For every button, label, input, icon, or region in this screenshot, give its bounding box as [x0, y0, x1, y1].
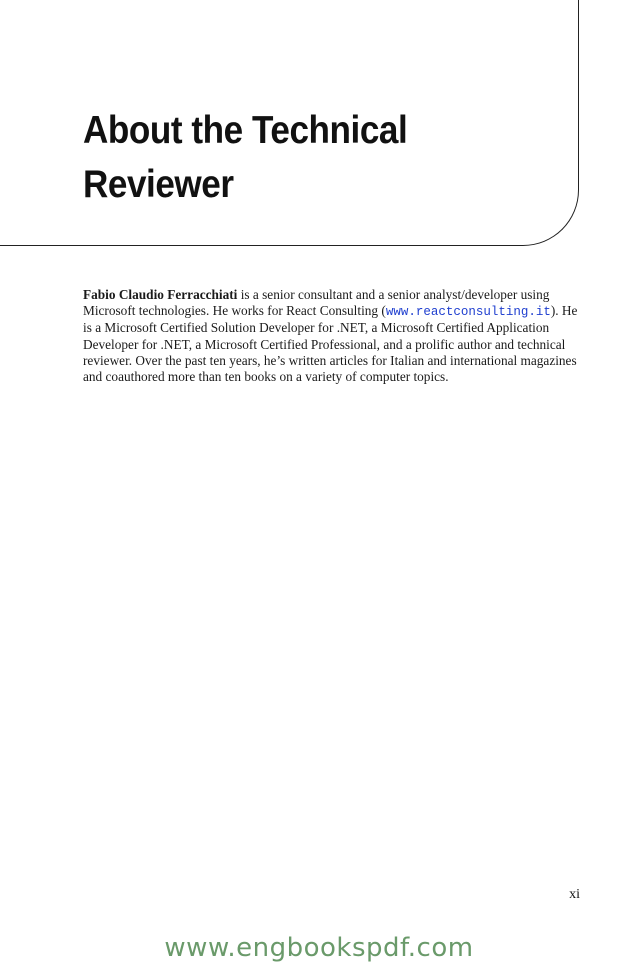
chapter-title-line-1: About the Technical [83, 109, 408, 152]
bio-text-part-2: ). He is a Microsoft Certified Solution Developer for .NET, a Microsoft Certified Application Developer for .NET, a Microsoft Certified Professional, and a prolific author and technical reviewer. Over the past ten years, he’s written articles for Italian and international magazines and coauthored more than ten books on a variety of computer topics. [83, 303, 578, 385]
page-number: xi [569, 887, 580, 902]
chapter-title [83, 104, 407, 212]
bio-text-part-1: is a senior consultant and a senior analyst/developer using Microsoft technologies. He works for React Consulting ( [83, 287, 550, 319]
reviewer-bio [83, 287, 580, 385]
chapter-title-line-2: Reviewer [83, 163, 234, 206]
consulting-link[interactable]: www.reactconsulting.it [385, 305, 551, 320]
reviewer-name: Fabio Claudio Ferracchiati [83, 287, 238, 302]
watermark: www.engbookspdf.com [164, 933, 474, 963]
